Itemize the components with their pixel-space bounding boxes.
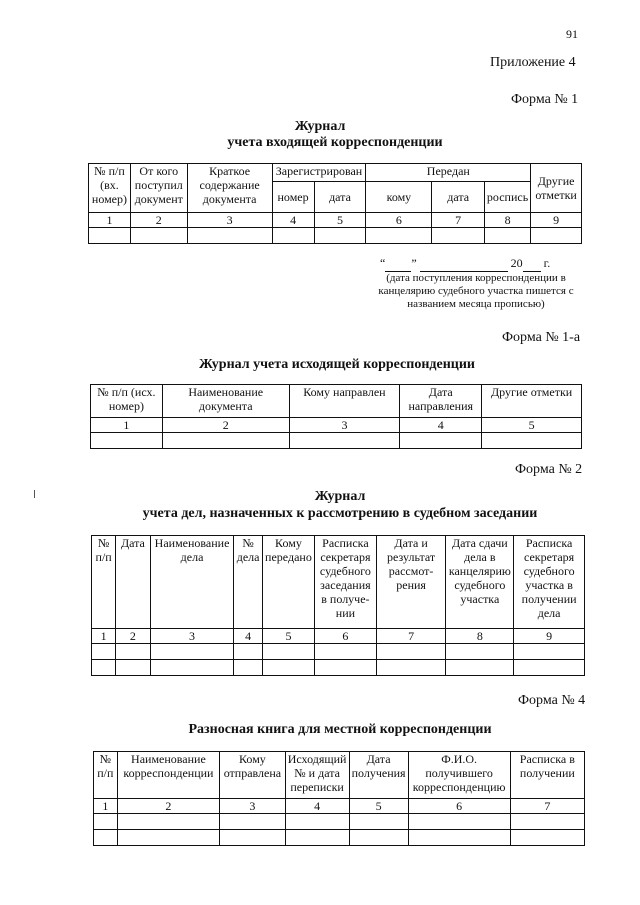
empty-cell: [220, 814, 285, 830]
date-year-suffix: г.: [543, 256, 551, 270]
header-num: № п/п (вх. номер): [89, 164, 131, 213]
header-cell: Кому направлен: [289, 385, 400, 418]
empty-cell: [482, 433, 582, 449]
col-number: 3: [220, 799, 285, 814]
table-row: [89, 228, 582, 244]
header-transferred: Передан: [366, 164, 531, 182]
page-number: 91: [566, 27, 578, 41]
empty-cell: [285, 830, 349, 846]
quote-close: ”: [411, 256, 417, 270]
empty-cell: [262, 644, 314, 660]
empty-cell: [234, 644, 262, 660]
header-tr-date: дата: [432, 182, 485, 213]
header-cell: Дата направления: [400, 385, 482, 418]
empty-cell: [285, 814, 349, 830]
form1a-table: [90, 384, 582, 449]
col-number: 2: [130, 213, 187, 228]
empty-cell: [272, 228, 314, 244]
header-summary: Краткое содержание документа: [187, 164, 272, 213]
header-cell: № дела: [234, 536, 262, 629]
col-number: 6: [366, 213, 432, 228]
col-number: 5: [349, 799, 408, 814]
empty-cell: [446, 644, 514, 660]
empty-cell: [91, 433, 163, 449]
header-cell: № п/п: [92, 536, 116, 629]
empty-cell: [510, 814, 584, 830]
empty-cell: [510, 830, 584, 846]
empty-cell: [349, 830, 408, 846]
header-signature: роспись: [484, 182, 530, 213]
col-number: 5: [262, 629, 314, 644]
col-number: 2: [117, 799, 220, 814]
date-note: (дата поступления корреспонденции в канцелярию судебного участка пишется с названием месяца прописью): [378, 272, 574, 310]
quote-open: “: [380, 256, 386, 270]
header-cell: Расписка в получении: [510, 752, 584, 799]
table-row: [92, 644, 585, 660]
header-registered: Зарегистрирован: [272, 164, 366, 182]
header-cell: Наименование документа: [162, 385, 289, 418]
empty-cell: [150, 660, 234, 676]
col-number: 3: [289, 418, 400, 433]
form4-label: Форма № 4: [518, 693, 586, 708]
header-reg-date: дата: [314, 182, 366, 213]
col-number: 7: [376, 629, 446, 644]
column-number-row: [91, 418, 582, 433]
empty-cell: [366, 228, 432, 244]
form2-label: Форма № 2: [515, 462, 583, 477]
header-cell: Кому передано: [262, 536, 314, 629]
empty-cell: [400, 433, 482, 449]
column-number-row: [89, 213, 582, 228]
header-cell: Наименование дела: [150, 536, 234, 629]
empty-cell: [289, 433, 400, 449]
column-number-row: [94, 799, 585, 814]
empty-cell: [162, 433, 289, 449]
col-number: 6: [408, 799, 510, 814]
col-number: 1: [89, 213, 131, 228]
col-number: 5: [482, 418, 582, 433]
empty-cell: [446, 660, 514, 676]
col-number: 8: [446, 629, 514, 644]
header-from: От кого поступил документ: [130, 164, 187, 213]
column-number-row: [92, 629, 585, 644]
empty-cell: [94, 830, 118, 846]
empty-cell: [220, 830, 285, 846]
form1-table: [88, 163, 582, 244]
header-to-whom: кому: [366, 182, 432, 213]
empty-cell: [315, 644, 377, 660]
col-number: 4: [285, 799, 349, 814]
col-number: 1: [91, 418, 163, 433]
empty-cell: [92, 660, 116, 676]
empty-cell: [484, 228, 530, 244]
date-line: [380, 256, 590, 272]
empty-cell: [262, 660, 314, 676]
form4-title: Разносная книга для местной корреспонденции: [188, 722, 492, 737]
empty-cell: [116, 660, 150, 676]
col-number: 4: [234, 629, 262, 644]
empty-cell: [92, 644, 116, 660]
empty-cell: [314, 228, 366, 244]
empty-cell: [408, 814, 510, 830]
header-cell: Другие отметки: [482, 385, 582, 418]
day-blank: [385, 256, 411, 272]
header-cell: Дата: [116, 536, 150, 629]
header-cell: № п/п: [94, 752, 118, 799]
table-row: [92, 660, 585, 676]
col-number: 6: [315, 629, 377, 644]
empty-cell: [376, 660, 446, 676]
col-number: 9: [514, 629, 585, 644]
col-number: 7: [432, 213, 485, 228]
form2-table: [91, 535, 585, 676]
form1-title-line1: Журнал: [294, 119, 346, 134]
empty-cell: [234, 660, 262, 676]
header-cell: Дата получения: [349, 752, 408, 799]
empty-cell: [116, 644, 150, 660]
empty-cell: [130, 228, 187, 244]
col-number: 7: [510, 799, 584, 814]
header-cell: Расписка секретаря судебного участка в получении дела: [514, 536, 585, 629]
date-year: 20: [510, 256, 523, 270]
empty-cell: [117, 814, 220, 830]
header-reg-number: номер: [272, 182, 314, 213]
empty-cell: [117, 830, 220, 846]
header-cell: Ф.И.О. получившего корреспонденцию: [408, 752, 510, 799]
empty-cell: [349, 814, 408, 830]
header-cell: № п/п (исх. номер): [91, 385, 163, 418]
col-number: 2: [116, 629, 150, 644]
empty-cell: [408, 830, 510, 846]
form1-label: Форма № 1: [511, 92, 579, 107]
col-number: 9: [531, 213, 582, 228]
empty-cell: [187, 228, 272, 244]
month-blank: [420, 256, 508, 272]
header-cell: Расписка секретаря судебного заседания в получе- нии: [315, 536, 377, 629]
empty-cell: [150, 644, 234, 660]
header-cell: Дата сдачи дела в канцелярию судебного участка: [446, 536, 514, 629]
empty-cell: [94, 814, 118, 830]
empty-cell: [376, 644, 446, 660]
year-blank: [523, 256, 541, 272]
form4-table: [93, 751, 585, 846]
form1a-title: Журнал учета исходящей корреспонденции: [199, 357, 475, 372]
col-number: 4: [272, 213, 314, 228]
empty-cell: [514, 660, 585, 676]
header-cell: Дата и результат рассмот- рения: [376, 536, 446, 629]
col-number: 5: [314, 213, 366, 228]
empty-cell: [531, 228, 582, 244]
empty-cell: [432, 228, 485, 244]
col-number: 2: [162, 418, 289, 433]
header-cell: Наименование корреспонденции: [117, 752, 220, 799]
table-row: [94, 830, 585, 846]
col-number: 1: [94, 799, 118, 814]
empty-cell: [89, 228, 131, 244]
header-cell: Кому отправлена: [220, 752, 285, 799]
col-number: 1: [92, 629, 116, 644]
form1-title-line2: учета входящей корреспонденции: [227, 135, 443, 150]
header-cell: Исходящий № и дата переписки: [285, 752, 349, 799]
col-number: 4: [400, 418, 482, 433]
col-number: 3: [187, 213, 272, 228]
form2-title-line1: Журнал: [314, 489, 366, 504]
col-number: 3: [150, 629, 234, 644]
table-row: [91, 433, 582, 449]
form1a-label: Форма № 1-а: [502, 330, 581, 345]
appendix-label: Приложение 4: [490, 55, 576, 70]
table-row: [94, 814, 585, 830]
empty-cell: [514, 644, 585, 660]
col-number: 8: [484, 213, 530, 228]
empty-cell: [315, 660, 377, 676]
header-other: Другие отметки: [531, 164, 582, 213]
form2-title-line2: учета дел, назначенных к рассмотрению в судебном заседании: [142, 506, 538, 521]
